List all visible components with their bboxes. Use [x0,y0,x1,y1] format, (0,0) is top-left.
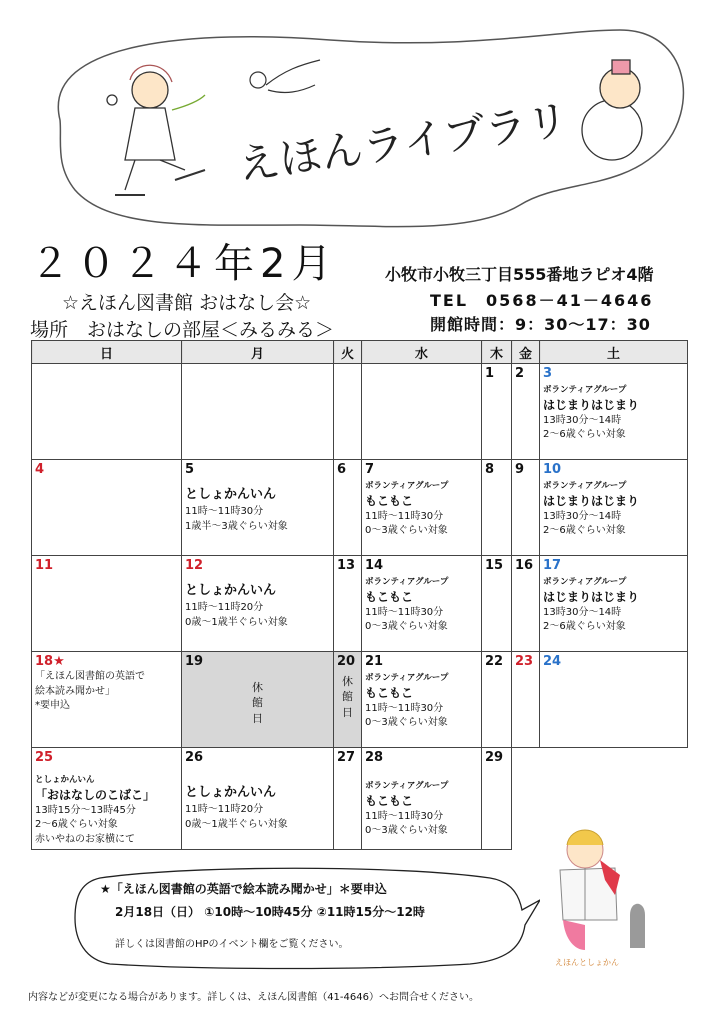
day-number: 22 [485,654,504,669]
day-number: 1 [485,366,495,381]
event-time: 13時30分～14時 [543,606,622,618]
logo-caption: えほんとしょかん [555,958,619,967]
event-time: 13時15分～13時45分 [35,804,136,816]
event-name: はじまりはじまり [543,493,640,508]
notice-detail: 詳しくは図書館のHPのイベント欄をご覧ください。 [115,939,349,950]
calendar-cell-wed-28 [362,748,482,850]
calendar-cell-thu-29 [482,748,512,850]
calendar-cell-mon-12 [182,556,334,652]
day-number: 18★ [35,654,65,669]
event-time: 11時～11時30分 [365,702,444,714]
event-target: 0～3歳ぐらい対象 [365,825,448,837]
day-number: 14 [365,558,384,573]
skater-girl-icon [107,65,205,195]
event-target: 0～3歳ぐらい対象 [365,621,448,633]
calendar-cell-empty [362,364,482,460]
day-number: 12 [185,558,204,573]
day-number: 10 [543,462,562,477]
event-target: 2～6歳ぐらい対象 [543,525,626,537]
day-number: 3 [543,366,553,381]
event-target: 1歳半～3歳ぐらい対象 [185,520,288,532]
calendar-cell-empty [512,748,540,850]
event-subtitle: ☆えほん図書館 おはなし会☆ [62,292,312,314]
calendar-cell-tue-27 [334,748,362,850]
calendar-week-3 [32,556,688,652]
calendar-week-2 [32,460,688,556]
weekday-fri: 金 [512,341,540,364]
calendar-cell-sat-24 [540,652,688,748]
event-time: 11時～11時30分 [365,606,444,618]
event-line: 「えほん図書館の英語で [35,671,145,683]
event-time: 11時～11時20分 [185,804,264,816]
event-name: 「おはなしのこばこ」 [35,787,156,802]
cat-icon [250,60,320,92]
calendar-cell-mon-26 [182,748,334,850]
event-name: としょかんいん [185,785,277,801]
event-line: *要申込 [35,700,70,712]
event-org: ボランティアグループ [543,385,627,396]
event-time: 11時～11時20分 [185,602,264,614]
calendar-cell-fri-9 [512,460,540,556]
calendar-cell-empty [32,364,182,460]
day-number: 19 [185,654,204,669]
snowman-icon [582,60,642,160]
event-target: 2～6歳ぐらい対象 [35,819,118,831]
day-number: 7 [365,462,375,477]
day-number: 9 [515,462,525,477]
event-target: 0～3歳ぐらい対象 [365,717,448,729]
weekday-tue: 火 [334,341,362,364]
day-number: 2 [515,366,525,381]
day-number: 8 [485,462,495,477]
day-number: 16 [515,558,534,573]
event-name: もこもこ [365,493,414,508]
calendar-cell-sat-3 [540,364,688,460]
calendar-cell-tue-20 [334,652,362,748]
calendar-cell-sun-25 [32,748,182,850]
day-number: 6 [337,462,347,477]
calendar-cell-sun-11 [32,556,182,652]
event-note: 赤いやねのお家横にて [35,833,135,845]
day-number: 28 [365,750,384,765]
event-time: 13時30分～14時 [543,414,622,426]
event-target: 2～6歳ぐらい対象 [543,429,626,441]
day-number: 29 [485,750,504,765]
closed-label: 休 館 日 [252,681,263,725]
library-address: 小牧市小牧三丁目555番地ラピオ4階 [385,265,654,284]
weekday-wed: 水 [362,341,482,364]
event-target: 0～3歳ぐらい対象 [365,525,448,537]
event-name: もこもこ [365,589,414,604]
weekday-sun: 日 [32,341,182,364]
page-title: ２０２４年2月 [30,241,338,287]
day-number: 21 [365,654,384,669]
event-org: ボランティアグループ [365,781,449,792]
calendar-cell-sat-17 [540,556,688,652]
calendar-cell-sun-18 [32,652,182,748]
event-org: としょかんいん [35,775,95,786]
day-number: 23 [515,654,534,669]
calendar-cell-fri-16 [512,556,540,652]
calendar-cell-sat-10 [540,460,688,556]
banner-illustration [0,0,724,245]
event-org: ボランティアグループ [365,481,449,492]
day-number: 26 [185,750,204,765]
day-number: 11 [35,558,54,573]
calendar-cell-wed-14 [362,556,482,652]
notice-title: ★「えほん図書館の英語で絵本読み聞かせ」＊要申込 [100,882,387,896]
event-name: はじまりはじまり [543,397,640,412]
day-number: 25 [35,750,54,765]
event-target: 0歳～1歳半ぐらい対象 [185,616,288,628]
event-org: ボランティアグループ [543,481,627,492]
calendar-week-4 [32,652,688,748]
event-org: ボランティアグループ [365,577,449,588]
day-number: 5 [185,462,195,477]
day-number: 20 [337,654,356,669]
reading-girl-icon [545,820,675,970]
event-target: 2～6歳ぐらい対象 [543,621,626,633]
calendar-cell-sun-4 [32,460,182,556]
opening-hours: 開館時間：9：30～17：30 [430,315,651,334]
event-time: 11時～11時30分 [365,810,444,822]
calendar-cell-thu-15 [482,556,512,652]
calendar-cell-tue-6 [334,460,362,556]
calendar-cell-tue-13 [334,556,362,652]
calendar-cell-thu-1 [482,364,512,460]
closed-label: 休 館 日 [342,675,353,719]
calendar-cell-empty [334,364,362,460]
calendar-cell-mon-5 [182,460,334,556]
calendar-cell-mon-19 [182,652,334,748]
event-name: もこもこ [365,685,414,700]
event-place: 場所 おはなしの部屋＜みるみる＞ [30,319,335,341]
event-time: 13時30分～14時 [543,510,622,522]
calendar-cell-thu-8 [482,460,512,556]
day-number: 24 [543,654,562,669]
event-org: ボランティアグループ [543,577,627,588]
day-number: 17 [543,558,562,573]
calendar-cell-wed-7 [362,460,482,556]
weekday-header-row [32,341,688,364]
event-name: もこもこ [365,793,414,808]
event-line: 絵本読み聞かせ」 [35,685,115,697]
event-time: 11時～11時30分 [365,510,444,522]
event-name: としょかんいん [185,487,277,503]
notice-time: 2月18日（日） ①10時～10時45分 ②11時15分～12時 [115,905,425,919]
day-number: 4 [35,462,45,477]
weekday-thu: 木 [482,341,512,364]
calendar-table [31,340,688,850]
day-number: 15 [485,558,504,573]
calendar-cell-fri-23 [512,652,540,748]
day-number: 27 [337,750,356,765]
weekday-sat: 土 [540,341,688,364]
day-number: 13 [337,558,356,573]
weekday-mon: 月 [182,341,334,364]
logo-text: えほんライブラリ [234,94,572,190]
event-target: 0歳～1歳半ぐらい対象 [185,818,288,830]
event-name: としょかんいん [185,583,277,599]
event-time: 11時～11時30分 [185,506,264,518]
calendar-cell-wed-21 [362,652,482,748]
calendar-cell-empty [182,364,334,460]
footer-note: 内容などが変更になる場合があります。詳しくは、えほん図書館（41-4646）へお問合せください。 [28,992,479,1003]
event-name: はじまりはじまり [543,589,640,604]
event-org: ボランティアグループ [365,673,449,684]
calendar-week-1 [32,364,688,460]
calendar-cell-thu-22 [482,652,512,748]
library-tel: TEL 0568－41－4646 [430,291,654,310]
calendar-cell-fri-2 [512,364,540,460]
